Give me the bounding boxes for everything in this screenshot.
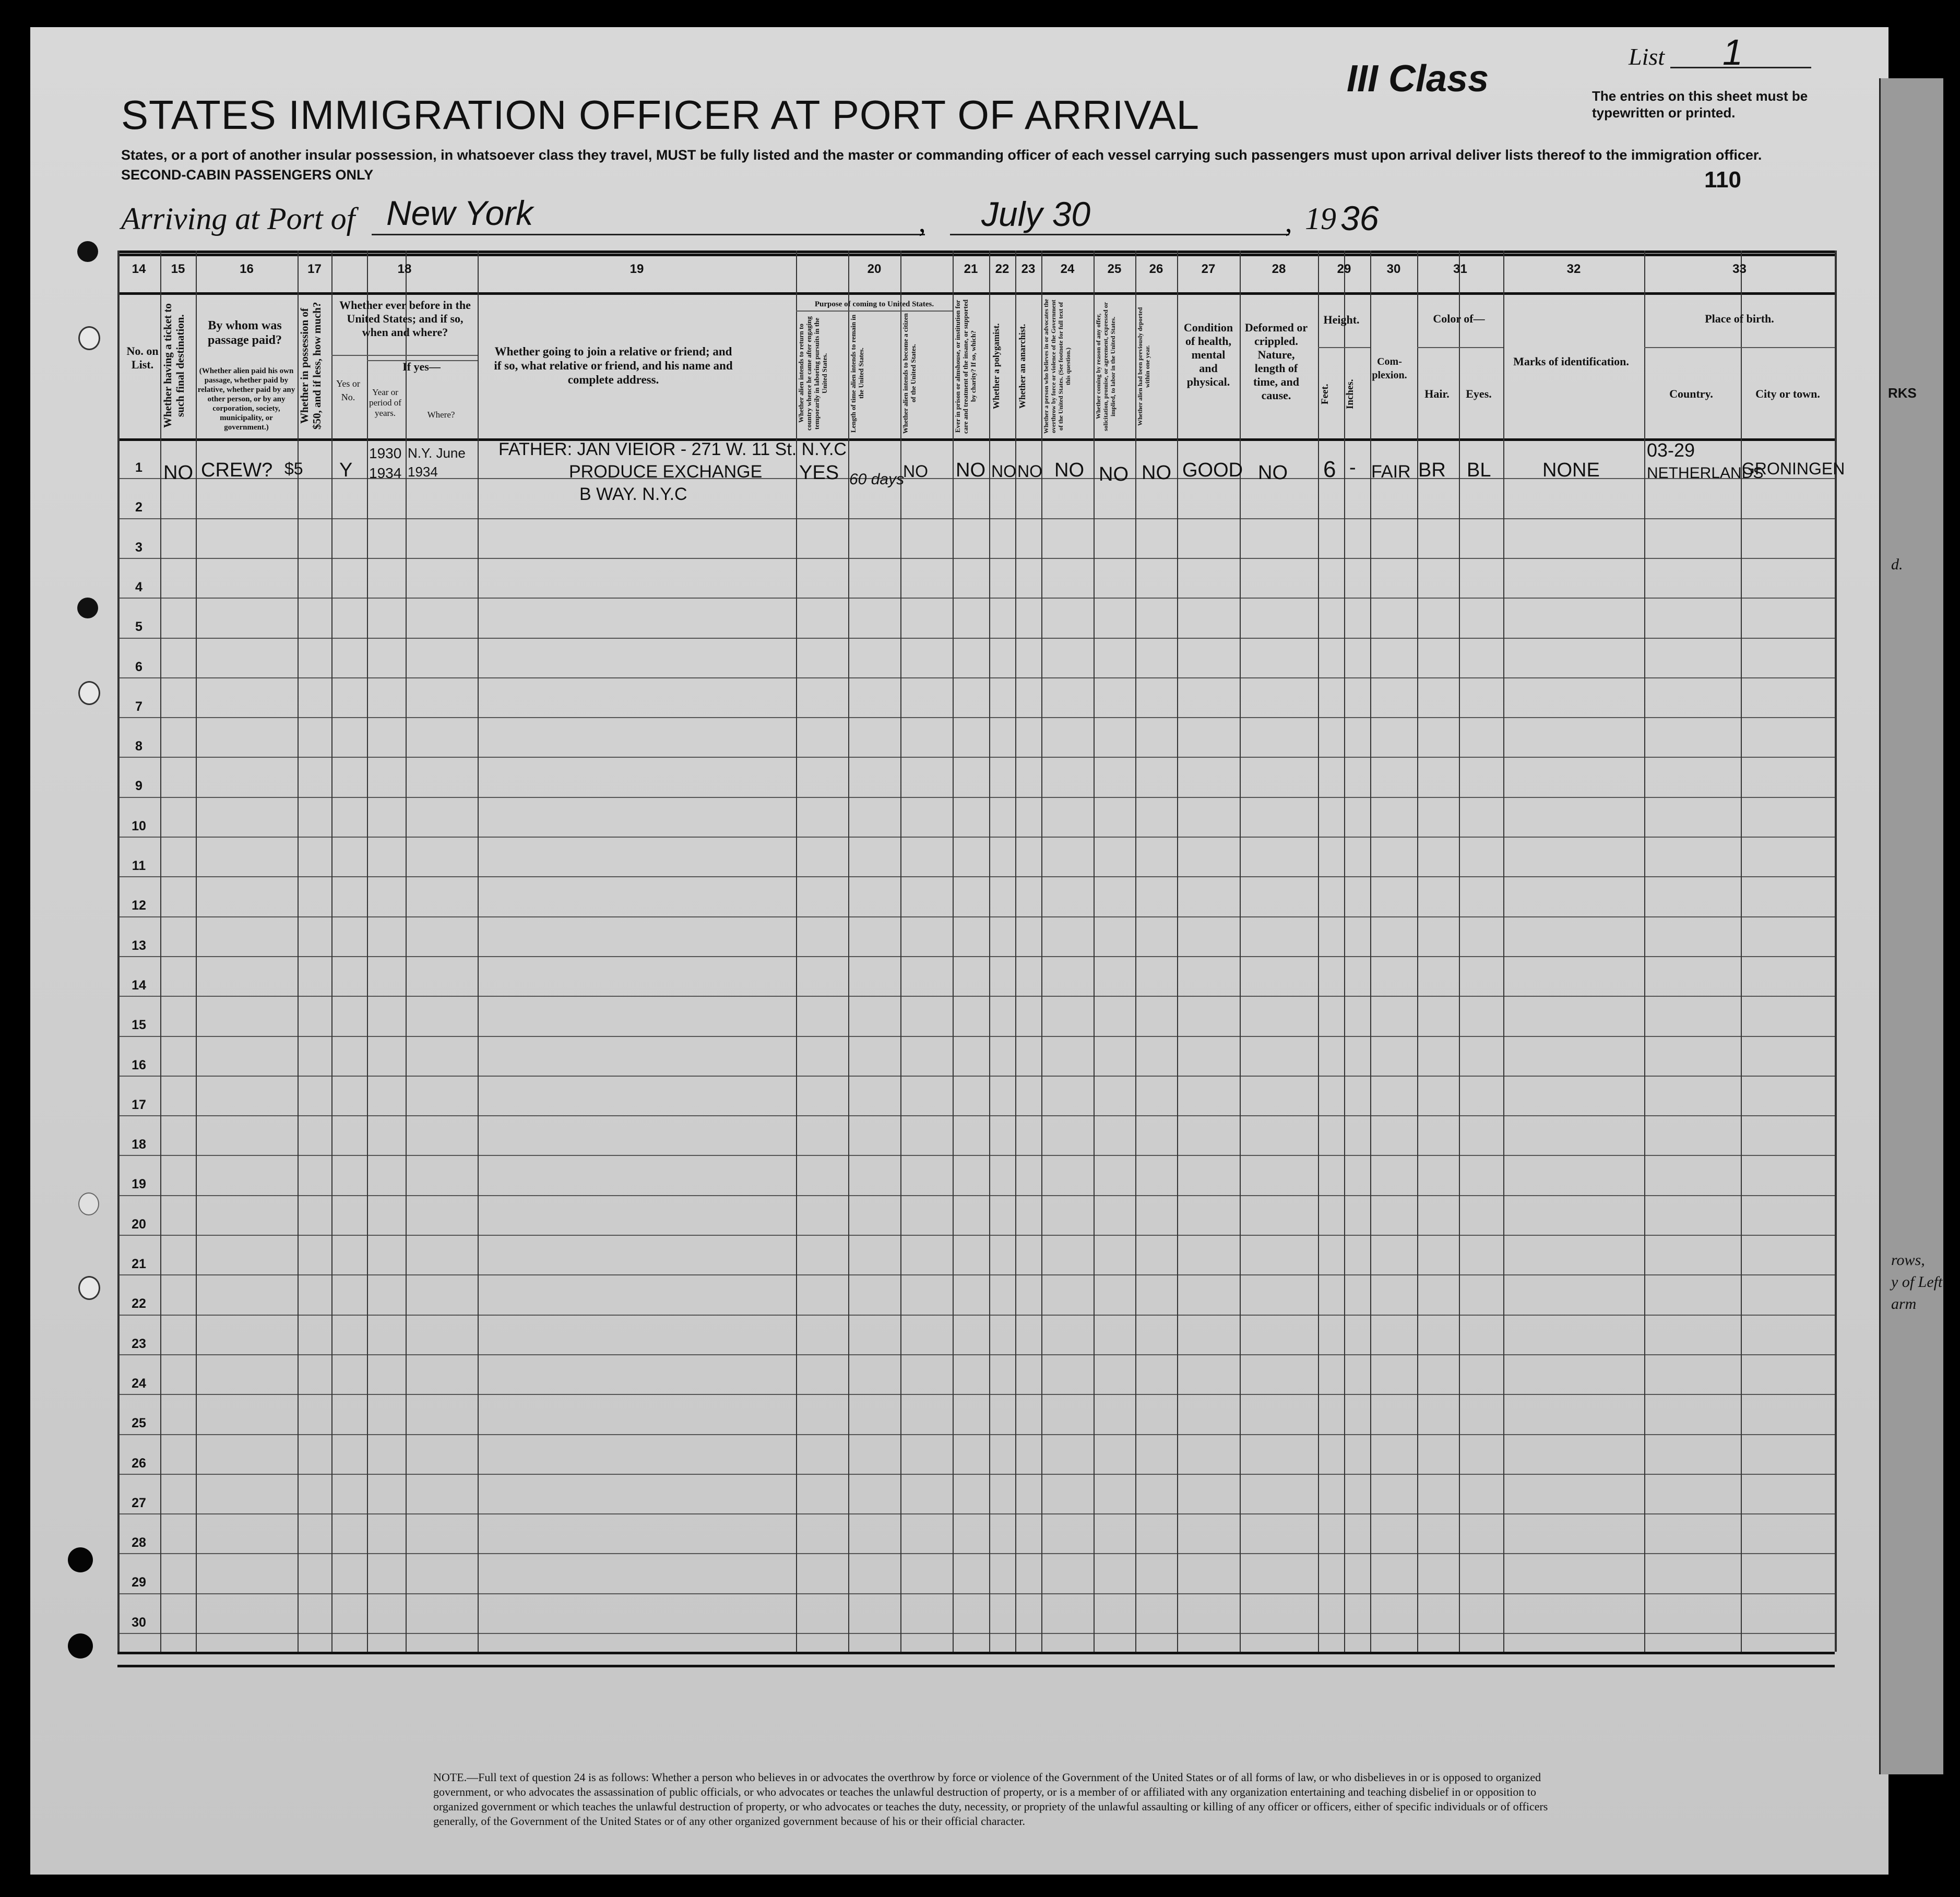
- row-number: 17: [132, 1097, 146, 1112]
- comma: ,: [919, 207, 926, 238]
- col-20-header: Purpose of coming to United States.: [814, 300, 934, 308]
- row-number: 25: [132, 1416, 146, 1431]
- column-rule: [1644, 250, 1645, 1652]
- entry-length: 60 days: [849, 471, 905, 488]
- column-number: 24: [1060, 262, 1075, 276]
- row-number: 5: [135, 619, 142, 635]
- row-rule: [117, 916, 1835, 917]
- entry-deported: NO: [1142, 462, 1171, 484]
- column-rule: [900, 250, 901, 1652]
- remarks-fragment: RKS: [1888, 385, 1917, 401]
- column-rule: [406, 250, 407, 1652]
- entry-prison: NO: [956, 459, 985, 481]
- col-16-note: (Whether alien paid his own passage, whether paid by relative, whether paid by any other person, or by any corporation, society, municipality, or government.): [197, 367, 295, 432]
- column-rule: [1344, 250, 1345, 1652]
- row-rule: [117, 1076, 1835, 1077]
- row-number: 1: [135, 460, 142, 475]
- col-20a-header: Whether alien intends to return to country whence he came after engaging temporarily in laboring pursuits in the United States.: [797, 316, 828, 431]
- entry-years: 1930 1934: [369, 445, 402, 481]
- row-number: 24: [132, 1376, 146, 1391]
- column-number: 23: [1021, 262, 1036, 276]
- row-number: 30: [132, 1615, 146, 1630]
- entry-inches: -: [1349, 457, 1356, 479]
- entry-hair: BR: [1418, 459, 1446, 481]
- col-26-header: Whether alien had been previously deported within one year.: [1136, 307, 1151, 426]
- row-rule: [117, 1633, 1835, 1634]
- col-17-header: Whether in possession of $50, and if less, how much?: [298, 302, 323, 430]
- entry-relative-3: B WAY. N.Y.C: [579, 484, 687, 504]
- col-29-header: Height.: [1323, 313, 1360, 326]
- row-rule: [117, 558, 1835, 559]
- class-line: SECOND-CABIN PASSENGERS ONLY: [121, 167, 374, 183]
- row-rule: [117, 1513, 1835, 1514]
- form-instructions: States, or a port of another insular possession, in whatsoever class they travel, MUST be fully listed and the master or commanding officer of each vessel carrying such passengers must upon arrival deliver lists thereof to the immigration officer.: [121, 147, 1762, 163]
- row-number: 4: [135, 579, 142, 594]
- column-rule: [848, 250, 849, 1652]
- column-number: 15: [171, 262, 185, 276]
- col-18-where: Where?: [427, 410, 455, 420]
- column-number: 28: [1272, 262, 1286, 276]
- row-number: 3: [135, 540, 142, 555]
- punch-hole: [68, 1633, 93, 1659]
- typewritten-note: The entries on this sheet must be typewritten or printed.: [1592, 88, 1808, 121]
- entry-marks: NONE: [1542, 459, 1600, 481]
- column-number: 32: [1566, 262, 1581, 276]
- subheader-rule: [331, 355, 478, 356]
- row-rule: [117, 1474, 1835, 1475]
- row-rule: [117, 717, 1835, 718]
- column-rule: [331, 250, 332, 1652]
- col-21-header: Ever in prison or almshouse, or institution for care and treatment of the insane, or supported by charity? If so, which?: [954, 299, 977, 434]
- row-rule: [117, 1155, 1835, 1156]
- row-rule: [117, 1274, 1835, 1275]
- column-number: 19: [629, 262, 644, 276]
- column-rule: [367, 250, 368, 1652]
- arriving-label: Arriving at Port of: [121, 201, 355, 236]
- column-number: 21: [964, 262, 978, 276]
- column-number: 18: [397, 262, 412, 276]
- sheet-number: 110: [1704, 167, 1741, 193]
- entry-anarchist: NO: [1017, 462, 1042, 481]
- col-23-header: Whether an anarchist.: [1017, 324, 1027, 409]
- column-rule: [1459, 250, 1460, 1652]
- entry-relative-2: PRODUCE EXCHANGE: [569, 462, 763, 482]
- form-title: STATES IMMIGRATION OFFICER AT PORT OF ARRIVAL: [121, 92, 1200, 138]
- row-rule: [117, 1036, 1835, 1037]
- col-19-header: Whether going to join a relative or friend; and if so, what relative or friend, and his name and complete address.: [494, 345, 733, 386]
- row-number: 9: [135, 779, 142, 794]
- row-number: 20: [132, 1216, 146, 1232]
- manifest-table: [117, 250, 1845, 1665]
- punch-hole: [78, 1276, 100, 1300]
- row-rule: [117, 1354, 1835, 1355]
- entry-relative-1: FATHER: JAN VIEIOR - 271 W. 11 St. N.Y.C: [498, 439, 847, 459]
- row-number: 21: [132, 1257, 146, 1271]
- entry-city: GRONINGEN: [1742, 459, 1845, 478]
- column-rule: [196, 250, 197, 1652]
- entry-polygamist: NO: [991, 462, 1016, 481]
- punch-hole: [78, 1192, 99, 1215]
- row-number: 12: [132, 898, 146, 913]
- punch-hole: [78, 681, 100, 705]
- col-18-ifyes: If yes—: [402, 360, 441, 373]
- row-rule: [117, 1235, 1835, 1236]
- col-22-header: Whether a polygamist.: [991, 323, 1001, 410]
- adjacent-page-edge: [1879, 78, 1943, 1774]
- column-rule: [160, 250, 161, 1652]
- date-underline: [950, 234, 1289, 235]
- row-number: 15: [132, 1018, 146, 1033]
- column-number: 33: [1732, 262, 1747, 276]
- row-number: 23: [132, 1336, 146, 1351]
- row-number: 2: [135, 500, 142, 515]
- arrival-date: July 30: [981, 195, 1091, 233]
- entry-q25: NO: [1099, 463, 1129, 485]
- row-rule: [117, 1195, 1835, 1196]
- row-number: 16: [132, 1057, 146, 1072]
- col-29-feet: Feet.: [1320, 384, 1331, 404]
- col-33-header: Place of birth.: [1705, 312, 1774, 325]
- port-underline: [372, 234, 925, 235]
- list-number: 1: [1723, 32, 1743, 73]
- question-24-footnote: NOTE.—Full text of question 24 is as follows: Whether a person who believes in or advocates the overthrow by force or violence of the Government of the United States or of all forms of law, or who disbelieves in or is opposed to organized government, or who advocates the assassination of public officials, or who advocates or teaches the unlawful destruction of property, or is a member of or affiliated with any organization entertaining and teaching disbelief in or opposition to organized government or which teaches the unlawful destruction of property, or who advocates or teaches the duty, necessity, or propriety of the unlawful assaulting or killing of any officer or officers, either of specific individuals or of officers generally, of the Government of the United States or of any other organized government because of his or their official character.: [433, 1771, 1548, 1828]
- column-number: 16: [240, 262, 254, 276]
- column-rule: [796, 250, 797, 1652]
- col-18-header: Whether ever before in the United States; and if so, when and where?: [339, 299, 471, 339]
- row-rule: [117, 757, 1835, 758]
- col-18-year: Year or period of years.: [369, 387, 401, 418]
- row-number: 8: [135, 739, 142, 754]
- col-20b-header: Length of time alien intends to remain in the United States.: [849, 314, 865, 433]
- column-rule: [1370, 250, 1371, 1652]
- row-number: 6: [135, 659, 142, 674]
- row-rule: [117, 1315, 1835, 1316]
- column-rule: [1177, 250, 1178, 1652]
- subheader-rule: [1318, 347, 1370, 348]
- side-note: y of Left: [1891, 1273, 1943, 1291]
- column-rule: [1041, 250, 1042, 1652]
- class-handwritten: III Class: [1347, 58, 1489, 100]
- entry-feet: 6: [1323, 457, 1336, 482]
- subheader-rule: [1644, 347, 1835, 348]
- entry-q24: NO: [1054, 459, 1084, 481]
- row-rule: [117, 1434, 1835, 1435]
- row-rule: [117, 1394, 1835, 1395]
- row-rule: [117, 518, 1835, 519]
- row-rule: [117, 638, 1835, 639]
- entry-money: $5: [284, 459, 303, 478]
- column-number: 20: [867, 262, 882, 276]
- entry-deformed: NO: [1258, 462, 1288, 484]
- entry-country-code: 03-29: [1647, 439, 1695, 461]
- col-33-country: Country.: [1669, 387, 1713, 400]
- side-note: d.: [1891, 556, 1903, 573]
- row-rule: [117, 677, 1835, 678]
- column-number: 26: [1149, 262, 1163, 276]
- side-note: arm: [1891, 1295, 1917, 1313]
- row-number: 10: [132, 818, 146, 833]
- col-28-header: Deformed or crippled. Nature, length of time, and cause.: [1244, 321, 1308, 402]
- punch-hole: [78, 326, 100, 350]
- punch-hole: [77, 241, 98, 262]
- list-label: List: [1629, 43, 1665, 70]
- row-number: 13: [132, 938, 146, 953]
- row-number: 11: [132, 858, 146, 873]
- column-number: 30: [1386, 262, 1401, 276]
- column-number: 31: [1453, 262, 1467, 276]
- col-32-header: Marks of identification.: [1513, 355, 1629, 368]
- column-number: 22: [995, 262, 1009, 276]
- entry-eyes: BL: [1467, 459, 1491, 481]
- column-rule: [953, 250, 954, 1652]
- column-rule: [1318, 250, 1319, 1652]
- column-rule: [478, 250, 479, 1652]
- column-rule: [1135, 250, 1136, 1652]
- column-number: 14: [132, 262, 146, 276]
- row-rule: [117, 598, 1835, 599]
- column-rule: [1094, 250, 1095, 1652]
- row-rule: [117, 996, 1835, 997]
- row-number: 18: [132, 1137, 146, 1152]
- col-30-header: Com-plexion.: [1372, 356, 1407, 381]
- col-31-eyes: Eyes.: [1466, 387, 1492, 400]
- column-rule: [989, 250, 990, 1652]
- row-rule: [117, 876, 1835, 877]
- row-number: 19: [132, 1177, 146, 1192]
- col-25-header: Whether coming by reason of any offer, solicitation, promise, or agreement, expressed or implied, to labor in the United States.: [1095, 302, 1116, 431]
- col-29-inches: Inches.: [1345, 379, 1356, 409]
- entry-country: NETHERLANDS: [1647, 464, 1764, 482]
- entry-ticket: NO: [163, 462, 193, 484]
- port-value: New York: [386, 194, 533, 232]
- row-number: 14: [132, 977, 146, 993]
- col-16-header: By whom was passage paid?: [207, 319, 282, 347]
- column-number: 25: [1107, 262, 1122, 276]
- entry-before: Y: [339, 459, 353, 481]
- col-15-header: Whether having a ticket to such final destination.: [161, 303, 186, 428]
- col-20c-header: Whether alien intends to become a citizen of the United States.: [901, 313, 917, 434]
- col-14-header: No. on List.: [126, 344, 159, 371]
- entry-citizen: NO: [903, 462, 928, 481]
- column-rule: [1503, 250, 1504, 1652]
- column-number: 27: [1201, 262, 1216, 276]
- col-33-city: City or town.: [1755, 387, 1820, 400]
- col-31-hair: Hair.: [1424, 387, 1450, 400]
- entry-paid-by: CREW?: [201, 459, 273, 481]
- column-rule: [1015, 250, 1016, 1652]
- row-number: 29: [132, 1575, 146, 1590]
- row-rule: [117, 1553, 1835, 1554]
- row-number: 26: [132, 1455, 146, 1471]
- side-note: rows,: [1891, 1251, 1925, 1269]
- comma: ,: [1285, 207, 1292, 238]
- row-rule: [117, 1593, 1835, 1594]
- subheader-rule: [1417, 347, 1503, 348]
- row-number: 7: [135, 699, 142, 714]
- col-27-header: Condition of health, mental and physical.: [1183, 321, 1233, 388]
- entry-return: YES: [799, 462, 839, 484]
- col-24-header: Whether a person who believes in or advocates the overthrow by force or violence of the Government of the United States. (See footnote for full text of this question.): [1042, 299, 1072, 434]
- row-rule: [117, 956, 1835, 957]
- col-18-yesno: Yes or No.: [336, 378, 360, 402]
- column-number: 17: [307, 262, 322, 276]
- row-rule: [117, 1115, 1835, 1116]
- year-prefix: 19: [1305, 201, 1336, 236]
- row-number: 27: [132, 1495, 146, 1510]
- column-number: 29: [1337, 262, 1351, 276]
- row-number: 22: [132, 1296, 146, 1311]
- row-rule: [117, 797, 1835, 798]
- entry-where: N.Y. June 1934: [408, 445, 466, 480]
- punch-hole: [77, 598, 98, 618]
- entry-health: GOOD: [1182, 459, 1243, 481]
- punch-hole: [68, 1547, 93, 1572]
- col-31-header: Color of—: [1433, 312, 1485, 325]
- row-rule: [117, 837, 1835, 838]
- row-number: 28: [132, 1535, 146, 1550]
- entry-complexion: FAIR: [1371, 462, 1411, 482]
- year-handwritten: 36: [1340, 199, 1379, 237]
